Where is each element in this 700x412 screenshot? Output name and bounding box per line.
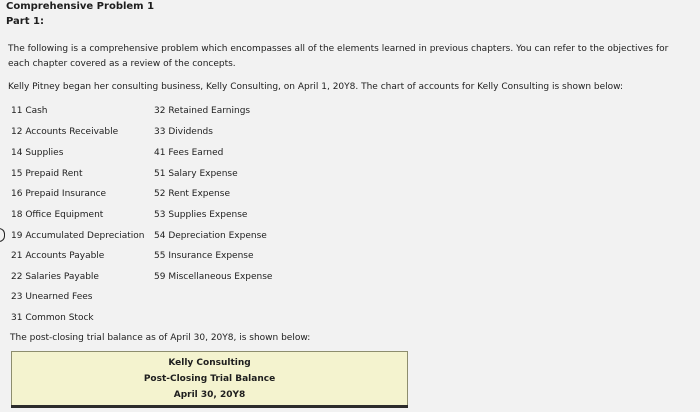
account-item: 22 Salaries Payable bbox=[11, 272, 99, 282]
account-item: 32 Retained Earnings bbox=[154, 106, 251, 116]
trial-balance-company: Kelly Consulting bbox=[168, 358, 251, 368]
account-item: 12 Accounts Receivable bbox=[11, 127, 119, 137]
lead-paragraph: Kelly Pitney began her consulting business, Kelly Consulting, on April 1, 20Y8. The chart of accounts for Kelly Consulting is shown below: bbox=[8, 82, 624, 92]
account-item: 16 Prepaid Insurance bbox=[11, 189, 107, 199]
account-item: 41 Fees Earned bbox=[154, 148, 224, 158]
account-item: 52 Rent Expense bbox=[154, 189, 230, 199]
account-item: 54 Depreciation Expense bbox=[154, 231, 267, 241]
account-item: 15 Prepaid Rent bbox=[11, 169, 83, 179]
account-item: 55 Insurance Expense bbox=[154, 251, 254, 261]
account-item: 31 Common Stock bbox=[11, 313, 94, 323]
account-item: 19 Accumulated Depreciation bbox=[11, 231, 145, 241]
bracket-marker bbox=[0, 228, 5, 242]
account-item: 14 Supplies bbox=[11, 148, 64, 158]
trial-balance-date: April 30, 20Y8 bbox=[173, 390, 246, 400]
account-item: 51 Salary Expense bbox=[154, 169, 238, 179]
problem-title: Comprehensive Problem 1 bbox=[6, 1, 155, 12]
account-item: 59 Miscellaneous Expense bbox=[154, 272, 273, 282]
post-closing-paragraph: The post-closing trial balance as of April 30, 20Y8, is shown below: bbox=[10, 333, 311, 343]
account-item: 23 Unearned Fees bbox=[11, 292, 93, 302]
account-item: 33 Dividends bbox=[154, 127, 213, 137]
intro-paragraph: The following is a comprehensive problem which encompasses all of the elements learned in previous chapters. You can refer to the objectives for each chapter covered as a review of the concepts. bbox=[8, 44, 669, 69]
trial-balance-header bbox=[11, 351, 408, 407]
account-item: 53 Supplies Expense bbox=[154, 210, 248, 220]
account-item: 11 Cash bbox=[11, 106, 48, 116]
trial-balance-divider bbox=[11, 405, 408, 408]
part-label: Part 1: bbox=[6, 16, 44, 27]
trial-balance-heading: Post-Closing Trial Balance bbox=[143, 374, 276, 384]
account-item: 21 Accounts Payable bbox=[11, 251, 105, 261]
account-item: 18 Office Equipment bbox=[11, 210, 104, 220]
